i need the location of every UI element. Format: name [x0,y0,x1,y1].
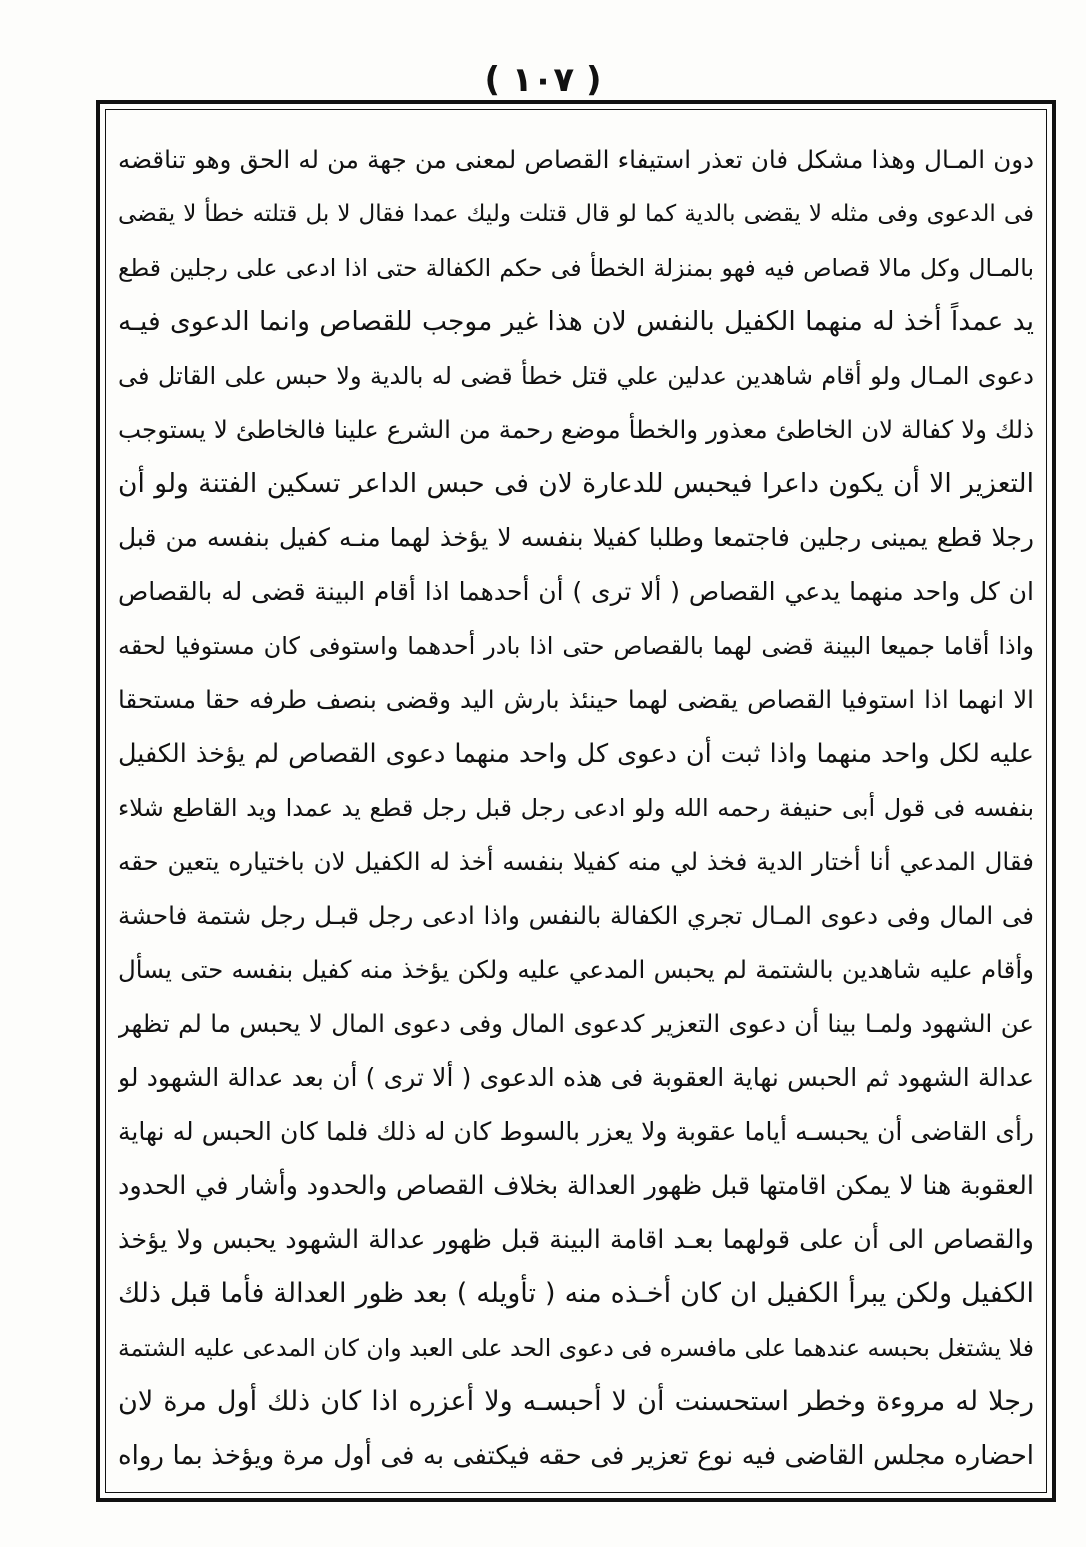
text-line: فقال المدعي أنا أختار الدية فخذ لي منه كفيلا بنفسه أخذ له الكفيل لان باختياره يتعين حقه [118,847,1034,876]
text-line: ذلك ولا كفالة لان الخاطئ معذور والخطأ موضع رحمة من الشرع علينا فالخاطئ لا يستوجب [118,415,1034,444]
text-body [118,133,1034,1483]
text-line: الكفيل ولكن يبرأ الكفيل ان كان أخـذه منه ( تأويله ) بعد ظور العدالة فأما قبل ذلك [118,1278,1034,1309]
text-line: العقوبة هنا لا يمكن اقامتها قبل ظهور العدالة بخلاف القصاص والحدود وأشار في الحدود [118,1171,1034,1201]
text-line: رأى القاضى أن يحبسـه أياما عقوبة ولا يعزر بالسوط كان له ذلك فلما كان الحبس له نهاية [118,1117,1034,1146]
text-line: عليه لكل واحد منهما واذا ثبت أن دعوى كل واحد منهما دعوى القصاص لم يؤخذ الكفيل [118,739,1034,769]
text-line: دون المـال وهذا مشكل فان تعذر استيفاء القصاص لمعنى من جهة من له الحق وهو تناقضه [118,145,1034,174]
text-line: الا انهما اذا استوفيا القصاص يقضى لهما حينئذ بارش اليد وقضى بنصف طرفه حقا مستحقا [118,685,1034,714]
page-number: ( ١٠٧ ) [484,60,602,100]
text-line: بنفسه فى قول أبى حنيفة رحمه الله ولو ادعى رجل قبل رجل قطع يد عمدا ويد القاطع شلاء [118,794,1034,822]
text-line: فلا يشتغل بحبسه عندهما على مافسره فى دعوى الحد على العبد وان كان المدعى عليه الشتمة [118,1334,1034,1362]
text-line: احضاره مجلس القاضى فيه نوع تعزير فى حقه فيكتفى به فى أول مرة ويؤخذ بما رواه [118,1441,1034,1471]
text-line: فى المال وفى دعوى المـال تجري الكفالة بالنفس واذا ادعى رجل قبـل رجل شتمة فاحشة [118,901,1034,930]
text-line: وأقام عليه شاهدين بالشتمة لم يحبس المدعي عليه ولكن يؤخذ منه كفيل بنفسه حتى يسأل [118,955,1034,984]
text-line: رجلا قطع يمينى رجلين فاجتمعا وطلبا كفيلا بنفسه لا يؤخذ لهما منـه كفيل بنفسه من قبل [118,523,1034,552]
text-line: ان كل واحد منهما يدعي القصاص ( ألا ترى ) أن أحدهما اذا أقام البينة قضى له بالقصاص [118,577,1034,606]
text-line: يد عمداً أخذ له منهما الكفيل بالنفس لان هذا غير موجب للقصاص وانما الدعوى فيـه [118,306,1034,337]
text-line: عن الشهود ولمـا بينا أن دعوى التعزير كدعوى المال وفى دعوى المال لا يحبس ما لم تظهر [118,1009,1034,1038]
text-line: واذا أقاما جميعا البينة قضى لهما بالقصاص حتى اذا بادر أحدهما واستوفى كان مستوفيا لحقه [118,632,1034,660]
text-line: دعوى المـال ولو أقام شاهدين عدلين علي قتل خطأ قضى له بالدية ولا حبس على القاتل فى [118,362,1034,390]
text-line: والقصاص الى أن على قولهما بعـد اقامة البينة قبل ظهور عدالة الشهود يحبس ولا يؤخذ [118,1225,1034,1255]
text-line: بالمـال وكل مالا قصاص فيه فهو بمنزلة الخطأ فى حكم الكفالة حتى اذا ادعى على رجلين قطع [118,254,1034,282]
text-line: التعزير الا أن يكون داعرا فيحبس للدعارة لان فى حبس الداعر تسكين الفتنة ولو أن [118,468,1034,499]
text-line: فى الدعوى وفى مثله لا يقضى بالدية كما لو قال قتلت وليك عمدا فقال لا بل قتلته خطأ لا يقضى [118,201,1034,227]
text-line: عدالة الشهود ثم الحبس نهاية العقوبة فى هذه الدعوى ( ألا ترى ) أن بعد عدالة الشهود لو [118,1063,1034,1092]
text-line: رجلا له مروءة وخطر استحسنت أن لا أحبسـه ولا أعزره اذا كان ذلك أول مرة لان [118,1386,1034,1417]
